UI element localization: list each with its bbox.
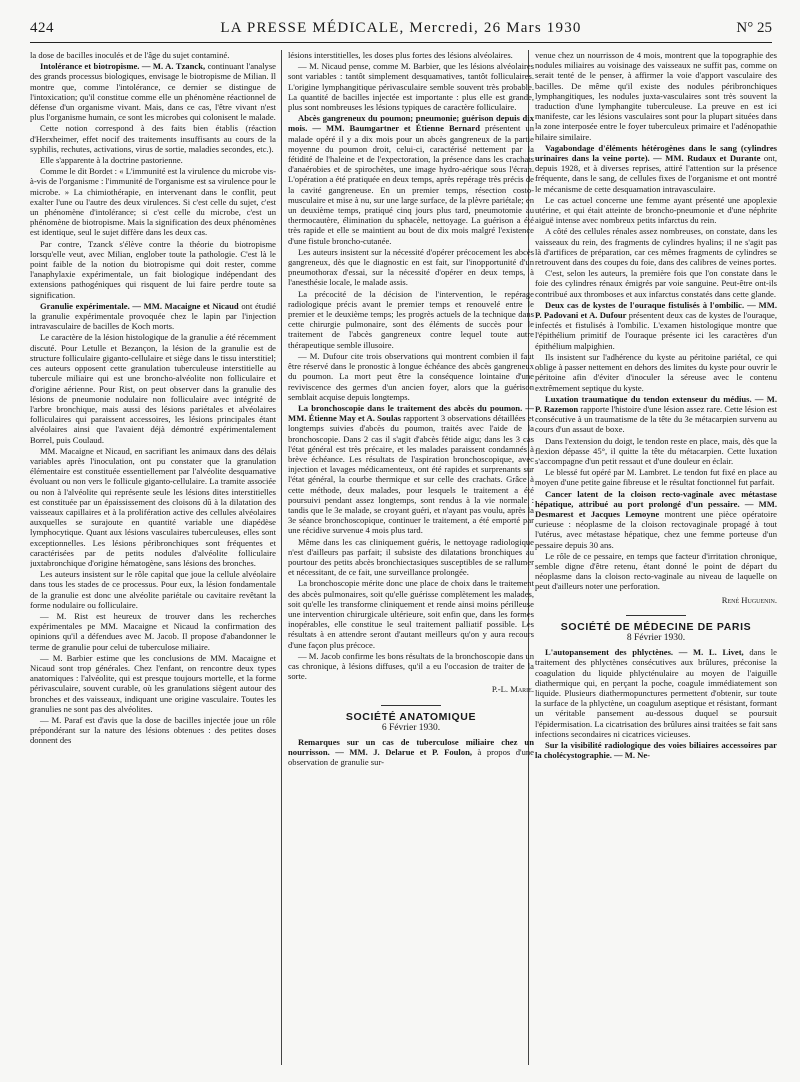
article-heading: Sur la visibilité radiologique des voies biliaires accessoires par la cholécystographie. — M. Ne- (535, 740, 777, 761)
paragraph: Le rôle de ce pessaire, en temps que facteur d'irritation chronique, semble digne d'être retenu, étant donné le point de départ du néoplasme dans la cloison recto-vaginale au niveau de laquelle on peut d'ailleurs noter une perforation. (535, 550, 777, 592)
paragraph: Le caractère de la lésion histologique de la granulie a été récemment discuté. Pour Letulle et Bezançon, la lésion de la granulie est de structure folliculaire giganto-cellulaire et siège dans le tissu interstitiel; ces auteurs opposent cette granulation tuberculeuse interstitielle au tubercule miliaire qui est une broncho-alvéolite non folliculaire et d'origine aérienne. Pour Rist, on peut observer dans la granulie des lésions de pneumonie nodulaire non folliculaire avec intégrité de l'arbre bronchique, mais aussi des lésions pariétales et alvéolaires folliculaires qui paraissent accessoires, les lésions principales étant alvéolaires ainsi que l'avaient déjà démontré expérimentalement Borrel, puis Coulaud. (30, 332, 276, 445)
article-text: continuant l'analyse des grands processus biologiques, envisage le biotropisme de Milian. Il montre que, comme l'intolérance, ce dernier se distingue de l'intoxication; qu'il constitue comme elle un phénomène réactionnel de défense d'un organisme vivant. Mais, dans ce cas, l'être vivant n'est plus l'organisme humain, ce sont les microbes qui colonisent le malade. (30, 61, 276, 123)
journal-title: LA PRESSE MÉDICALE, Mercredi, 26 Mars 1930 (220, 20, 582, 36)
article-text: présentent un malade opéré il y a dix mois pour un abcès gangreneux de la partie moyenne du poumon droit, celui-ci, caractérisé nettement par la fétidité de l'haleine et de l'expectoration, la présence dans les crachats d'anaérobies et de spirochètes, une image hydro-aérique sous l'écran. L'opération a été pratiquée en deux temps, après repérage très précis de la cavité gangreneuse. En un premier temps, résection costo-musculaire et mise à nu, sur une large surface, de la plèvre pariétale; en un deuxième temps, pratiqué cinq jours plus tard, pneumotomie au thermocautère, élimination du sphacèle, nettoyage. La guérison a été très rapide et elle se maintient au bout de dix mois malgré l'existence d'une fistule broncho-cutanée. (288, 123, 534, 246)
paragraph: — M. Barbier estime que les conclusions de MM. Macaigne et Nicaud sont trop générales. Chez l'enfant, on rencontre deux types anatomiques : l'alvéolite, qui est presque toujours mortelle, et la forme périvasculaire, souvent curable, où les granulations siègent autour des bronches et des vaisseaux, indiquant une origine vasculaire. Toutes les granulies ne sont pas des alvéolites. (30, 652, 276, 714)
column-rule (281, 50, 282, 1065)
article-paragraph (535, 489, 777, 550)
paragraph: — M. Nicaud pense, comme M. Barbier, que les lésions alvéolaires sont variables : tantôt simplement desquamatives, tantôt folliculaires. L'origine lymphangitique périvasculaire semble souvent très probable. La quantité de bacilles injectée est importante : plus elle est grande, plus sont nombreuses les lésions typiques de caractère folliculaire. (288, 61, 534, 113)
article-heading: La bronchoscopie dans le traitement des abcès du poumon. — MM. Étienne May et A. Soulas (288, 402, 534, 424)
article-text: dans le traitement des phlyctènes consécutives aux brûlures, préconise la coagulation du liquide phlycténulaire au moyen de l'aiguille diathermique qui, en perçant la poche, coagule immédiatement son liquide. Plusieurs diathermopunctures permettent d'obtenir, sur toute la surface de la phlyctène, un coagulum aseptique et résistant, formant un véritable pansement au-dessous duquel se poursuit l'épidermisation. La cicatrisation des brûlures ainsi traitées se fait sans infections secondaires ni cicatrices vicieuses. (535, 647, 777, 739)
author-signature: P.-L. Marie. (491, 684, 534, 695)
article-text: rapporte l'histoire d'une lésion assez rare. Cette lésion est consécutive à un traumatisme de la tête du 3e métacarpien survenu au cours d'un assaut de boxe. (535, 403, 777, 435)
article-heading: Deux cas de kystes de l'ouraque fistulisés à l'ombilic. — MM. P. Padovani et A. Dufour (535, 299, 777, 321)
section-heading: SOCIÉTÉ DE MÉDECINE DE PARIS (560, 620, 752, 633)
page-number: 424 (30, 20, 54, 36)
column-3 (535, 50, 777, 1070)
paragraph: venue chez un nourrisson de 4 mois, montrent que la topographie des nodules miliaires au voisinage des vaisseaux ne suffit pas, comme on serait tenté de le penser, à affirmer la voie d'apport vasculaire des bacilles. De même qu'il existe des nodules péribronchiques lymphangitiques, les nodules juxta-vasculaires sont très souvent la traduction d'une lymphangite tuberculeuse. La preuve en est ici manifeste, car les lésions vasculaires sont pour la plupart situées dans la zone interposée entre le foyer tuberculeux primaire et l'adénopathie hilaire similaire. (535, 50, 777, 142)
paragraph: Par contre, Tzanck s'élève contre la théorie du biotropisme lorsqu'elle veut, avec Milian, englober toute la pathologie. C'est là le point faible de la notion du biotropisme qui doit rester, comme l'anaphylaxie expérimentale, un fait biologique indépendant des extensions pathogéniques qui risquent de lui faire perdre toute sa signification. (30, 238, 276, 300)
article-text: présentent deux cas de kystes de l'ouraque, infectés et fistulisés à l'ombilic. L'examen histologique montre que l'épithélium primitif de l'ouraque présente ici les caractères d'un épithélium malpighien. (535, 310, 777, 351)
article-text: montrent une pièce opératoire curieuse : néoplasme de la cloison rectovaginale propagé à tout l'utérus, avec métastase hépatique, chez une femme porteuse d'un pessaire depuis 30 ans. (535, 508, 777, 550)
article-heading: L'autopansement des phlyctènes. — M. L. Livet, (545, 647, 744, 658)
article-paragraph (535, 740, 777, 760)
paragraph: Dans l'extension du doigt, le tendon reste en place, mais, dès que la flexion dépasse 45°, il quitte la tête du métacarpien. Cette luxation s'accompagne d'un petit ressaut et d'une douleur en éclair. (535, 435, 777, 466)
article-heading: Cancer latent de la cloison recto-vaginale avec métastase hépatique, attribué au port prolongé d'un pessaire. — MM. Desmarest et Jacques Lemoyne (535, 488, 777, 519)
paragraph: Les auteurs insistent sur la nécessité d'opérer précocement les abcès gangreneux, dès que le diagnostic en est fait, sur l'inopportunité d'un pneumothorax d'essai, sur la nécessité d'opérer en deux temps, à l'anesthésie locale, le malade assis. (288, 246, 534, 288)
article-heading: Abcès gangreneux du poumon; pneumonie; guérison depuis dix mois. — MM. Baumgartner et Étienne Bernard (288, 113, 534, 134)
paragraph: Les auteurs insistent sur le rôle capital que joue la cellule alvéolaire dans tous les stades de ce processus. Pour eux, la lésion fondamentale de la granulie est donc une alvéolite pariétale ou cavitaire revêtant la forme nodulaire ou folliculaire. (30, 569, 276, 610)
paragraph: la dose de bacilles inoculés et de l'âge du sujet contaminé. (30, 50, 230, 60)
article-paragraph (535, 300, 777, 351)
article-heading: Granulie expérimentale. — MM. Macaigne et Nicaud (40, 300, 239, 311)
article-text: rapportent 3 observations détaillées et longtemps suivies d'abcès du poumon, traités avec l'aide de la bronchoscopie. Dans 2 cas il s'agit d'abcès fétide aigu; dans les 3 cas l'état général est très précaire, et les malades paraissent condamnés à brève échéance. Les résultats de l'aspiration bronchoscopique, avec injection et lavages médicamenteux, ont été rapides et surprenants sur l'état général, la courbe thermique et sur celle des crachats. Grâce à cette méthode, deux malades, pour lesquels le traitement a été poursuivi pendant assez longtemps, sont rendus à la vie normale : tandis que le 3e malade, se croyant guéri, et n'ayant pas voulu, après la 3e séance bronchoscopique, continuer le traitement, a été emporté par une récidive survenue 4 mois plus tard. (288, 413, 534, 536)
article-paragraph (535, 394, 777, 435)
article-heading: Remarques sur un cas de tuberculose miliaire chez un nourrisson. — MM. J. Delarue et P. Foulon, (288, 737, 534, 758)
article-paragraph (288, 113, 534, 246)
article-text: ont étudié la granulie expérimentale provoquée chez le lapin par l'injection intravasculaire de bacilles de Koch morts. (30, 300, 276, 332)
section-date: 6 Février 1930. (381, 722, 441, 733)
article-paragraph (30, 61, 276, 122)
section-divider (381, 705, 441, 706)
paragraph: — M. Paraf est d'avis que la dose de bacilles injectée joue un rôle prépondérant sur la nature des lésions obtenues : des petites doses donnent des (30, 715, 276, 746)
article-heading: Luxation traumatique du tendon extenseur du médius. — M. P. Razemon (535, 393, 777, 414)
paragraph: Cette notion correspond à des faits bien établis (réaction d'Herxheimer, effet nocif des traitements insuffisants au cours de la syphilis, rechutes, activations, virus de sortie, maladies secondes, etc.). (30, 123, 276, 154)
paragraph: Le cas actuel concerne une femme ayant présenté une apoplexie utérine, et qui était atteinte de broncho-pneumonie et d'une néphrite aiguë intense avec nombreux petits infarctus du rein. (535, 194, 777, 226)
paragraph: La bronchoscopie mérite donc une place de choix dans le traitement des abcès pulmonaires, soit qu'elle guérisse complètement les malades, soit qu'elle les transforme cliniquement et rende ainsi moins périlleuse une intervention chirurgicale ultérieure, soit enfin que, dans les formes inopérables, elle constitue le seul traitement palliatif possible. Les résultats à en attendre seront d'autant meilleurs qu'on y aura recours d'une façon plus précoce. (288, 578, 534, 650)
article-heading: Vagabondage d'éléments hétérogènes dans le sang (cylindres urinaires dans la veine porte). — MM. Rudaux et Durante (535, 142, 777, 164)
paragraph: Même dans les cas cliniquement guéris, le nettoyage radiologique n'est d'ailleurs pas parfait; il subsiste des dilatations bronchiques au pourtour des petits abcès bronchiectasiques susceptibles de se rallumer et nécessitant, de ce fait, une surveillance prolongée. (288, 536, 534, 578)
article-heading: Intolérance et biotropisme. — M. A. Tzanck, (40, 61, 206, 72)
section-divider (626, 615, 686, 616)
paragraph: A côté des cellules rénales assez nombreuses, on constate, dans les vaisseaux du rein, des fragments de cylindres hyalins; il ne s'agit pas là d'artifices de préparation, car ces mêmes fragments de cylindres se retrouvent dans des coupes du foie, dans des calibres de veines portes. (535, 226, 777, 268)
paragraph: Le blessé fut opéré par M. Lambret. Le tendon fut fixé en place au moyen d'une petite gaine fibreuse et le résultat fonctionnel fut parfait. (535, 467, 777, 488)
paragraph: La précocité de la décision de l'intervention, le repérage radiologique précis avant le premier temps et renouvelé entre le premier et le deuxième temps; les progrès actuels de la technique dans cette chirurgie pulmonaire, sont des éléments de succès pour le traitement de l'abcès gangreneux contre lequel toute autre thérapeutique semble illusoire. (288, 288, 534, 350)
article-paragraph (288, 737, 534, 768)
paragraph: Ils insistent sur l'adhérence du kyste au péritoine pariétal, ce qui oblige à passer nettement en dehors des limites du kyste pour ouvrir le péritoine afin d'éviter d'inoculer la séreuse avec le contenu extrêmement septique du kyste. (535, 351, 777, 393)
article-paragraph (535, 647, 777, 739)
article-text: à propos d'une observation de granulie sur- (288, 747, 534, 768)
paragraph: — M. Dufour cite trois observations qui montrent combien il faut être réservé dans le pronostic à longue échéance des abcès gangreneux du poumon. La mort peut être la conséquence lointaine d'une reviviscence des germes d'un ancien foyer, alors que la guérison semblait acquise depuis longtemps. (288, 350, 534, 402)
paragraph: lésions interstitielles, les doses plus fortes des lésions alvéolaires. (288, 50, 513, 60)
article-text: ont, depuis 1928, et à diverses reprises, attiré l'attention sur la présence fréquente, dans le sang, de cellules fixes de l'organisme et ont montré le mécanisme de cette desquamation intravasculaire. (535, 153, 777, 194)
author-signature: René Huguenin. (721, 594, 777, 605)
article-paragraph (288, 403, 534, 536)
article-paragraph (30, 301, 276, 332)
column-1 (30, 50, 276, 1070)
paragraph: — M. Jacob confirme les bons résultats de la bronchoscopie dans un cas chronique, à lésions diffuses, qu'il a eu l'occasion de traiter de la sorte. (288, 650, 534, 682)
paragraph: MM. Macaigne et Nicaud, en sacrifiant les animaux dans des délais variables après l'inoculation, ont pu constater que la granulation élémentaire est constituée essentiellement par l'alvéolite desquamative évoluant ou non vers le follicule giganto-cellulaire. La tramite associée ou non à l'alvéolite qui représente seule les lésions dites interstitielles est constituée par un épaississement des cloisons dû à la dilatation des vaisseaux capillaires et à la prolifération active des cellules alvéolaires auxquelles se surajoute en quantité variable une diapédèse lymphocytique. Quant aux lésions vasculaires tuberculeuses, elles sont exceptionnelles. Les lésions péribronchiques sont fréquentes et caractérisées par de petits nodules d'alvéolite folliculaire juxtabronchique d'origine hématogène, sans lésions des bronches. (30, 445, 276, 568)
issue-number: N° 25 (736, 20, 772, 36)
paragraph: — M. Rist est heureux de trouver dans les recherches expérimentales pe MM. Macaigne et Nicaud la confirmation des opinions qu'il a défendues avec M. Jacob. Il propose d'abandonner le terme de granulie pour celui de tuberculose miliaire. (30, 610, 276, 652)
section-heading: SOCIÉTÉ ANATOMIQUE (345, 710, 477, 723)
paragraph: Comme le dit Bordet : « L'immunité est la virulence du microbe vis-à-vis de l'organisme : l'immunité de l'organisme est sa virulence pour le microbe. » La chimiothérapie, en intervenant dans le conflit, peut exalter l'une ou l'autre des deux virulences. Si c'est celle du sujet, c'est un phénomène d'intolérance; si c'est celle du microbe, c'est un phénomène de biotropisme. Mais la signification des deux phénomènes est identique, seul le sujet diffère dans les deux cas. (30, 166, 276, 238)
paragraph: Elle s'apparente à la doctrine pastorienne. (40, 155, 183, 166)
paragraph: C'est, selon les auteurs, la première fois que l'on constate dans le foie des cylindres rénaux émigrés par voie sanguine. Peut-être ont-ils contribué aux thromboses et aux infarctus constatés dans cette glande. (535, 268, 777, 299)
article-paragraph (535, 143, 777, 194)
section-date: 8 Février 1930. (626, 632, 686, 643)
column-2 (288, 50, 534, 1070)
page-header (30, 20, 772, 43)
